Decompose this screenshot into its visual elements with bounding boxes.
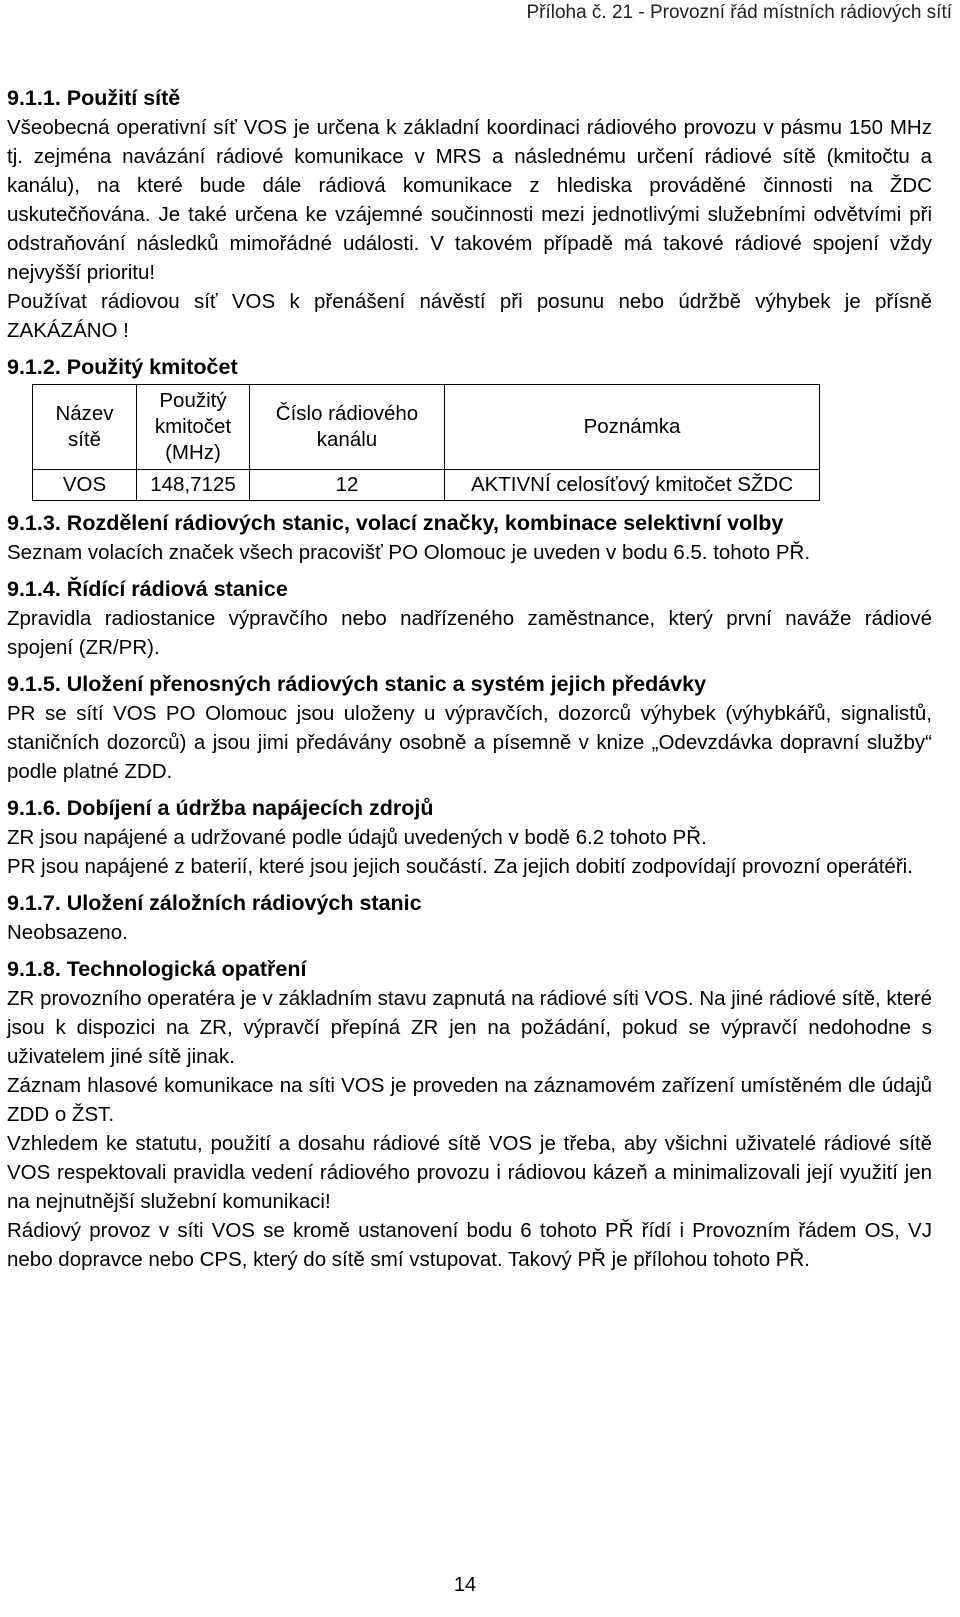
paragraph: PR se sítí VOS PO Olomouc jsou uloženy u výpravčích, dozorců výhybek (výhybkářů, signalistů, staničních dozorců) a jsou jimi předávány osobně a písemně v knize „Odevzdávka dopravní služby“ podle platné ZDD.: [7, 702, 932, 783]
paragraph: Všeobecná operativní síť VOS je určena k základní koordinaci rádiového provozu v pásmu 150 MHz tj. zejména navázání rádiové komunikace v MRS a následnému určení rádiové sítě (kmitočtu a kanálu), na které bude dále rádiová komunikace z hlediska prováděné činnosti na ŽDC uskutečňována. Je také určena ke vzájemné součinnosti mezi jednotlivými služebními odvětvími při odstraňování následků mimořádné události. V takovém případě má takové rádiové spojení vždy nejvyšší prioritu!: [7, 116, 932, 284]
paragraph: ZR provozního operatéra je v základním stavu zapnutá na rádiové síti VOS. Na jiné rádiové sítě, které jsou k dispozici na ZR, výpravčí přepíná ZR jen na požádání, pokud se výpravčí nedohodne s uživatelem jiné sítě jinak.: [7, 987, 932, 1068]
section-heading-9-1-1: 9.1.1. Použití sítě: [7, 86, 181, 110]
col-header-network-name: Název sítě: [33, 385, 137, 470]
paragraph: Neobsazeno.: [7, 921, 128, 944]
paragraph: Používat rádiovou síť VOS k přenášení návěstí při posunu nebo údržbě výhybek je přísně ZAKÁZÁNO !: [7, 290, 932, 342]
frequency-table: [32, 384, 820, 501]
col-header-frequency: Použitý kmitočet (MHz): [137, 385, 250, 470]
table-header-row: [33, 385, 820, 470]
paragraph: Seznam volacích značek všech pracovišť PO Olomouc je uveden v bodu 6.5. tohoto PŘ.: [7, 541, 811, 564]
col-header-note: Poznámka: [445, 385, 820, 470]
paragraph: Rádiový provoz v síti VOS se kromě ustanovení bodu 6 tohoto PŘ řídí i Provozním řádem OS, VJ nebo dopravce nebo CPS, který do sítě smí vstupovat. Takový PŘ je přílohou tohoto PŘ.: [7, 1219, 932, 1271]
section-title: Rozdělení rádiových stanic, volací značky, kombinace selektivní volby: [66, 511, 784, 535]
paragraph: Záznam hlasové komunikace na síti VOS je proveden na záznamovém zařízení umístěném dle údajů ZDD o ŽST.: [7, 1074, 932, 1126]
section-heading-9-1-3: [7, 509, 932, 538]
cell-channel: 12: [250, 470, 445, 501]
table-row: [33, 470, 820, 501]
cell-frequency: 148,7125: [137, 470, 250, 501]
section-heading-9-1-8: 9.1.8. Technologická opatření: [7, 957, 307, 981]
paragraph: Vzhledem ke statutu, použití a dosahu rádiové sítě VOS je třeba, aby všichni uživatelé rádiové sítě VOS respektovali pravidla vedení rádiového provozu i rádiovou kázeň a minimalizovali její využití jen na nejnutnější služební komunikaci!: [7, 1132, 932, 1213]
document-body: [7, 84, 932, 1274]
section-heading-9-1-2: 9.1.2. Použitý kmitočet: [7, 355, 238, 379]
paragraph: PR jsou napájené z baterií, které jsou jejich součástí. Za jejich dobití zodpovídají provozní operátéři.: [7, 855, 913, 878]
cell-note: AKTIVNÍ celosíťový kmitočet SŽDC: [445, 470, 820, 501]
page-header: Příloha č. 21 - Provozní řád místních rádiových sítí: [526, 2, 952, 23]
section-number: 9.1.3.: [7, 511, 61, 535]
page-number: 14: [453, 1574, 477, 1596]
paragraph: Zpravidla radiostanice výpravčího nebo nadřízeného zaměstnance, který první naváže rádiové spojení (ZR/PR).: [7, 607, 932, 659]
section-heading-9-1-6: 9.1.6. Dobíjení a údržba napájecích zdrojů: [7, 796, 434, 820]
section-heading-9-1-4: 9.1.4. Řídící rádiová stanice: [7, 577, 288, 601]
col-header-channel: Číslo rádiového kanálu: [250, 385, 445, 470]
cell-network-name: VOS: [33, 470, 137, 501]
section-heading-9-1-5: 9.1.5. Uložení přenosných rádiových stanic a systém jejich předávky: [7, 672, 707, 696]
paragraph: ZR jsou napájené a udržované podle údajů uvedených v bodě 6.2 tohoto PŘ.: [7, 826, 707, 849]
section-heading-9-1-7: 9.1.7. Uložení záložních rádiových stanic: [7, 891, 422, 915]
